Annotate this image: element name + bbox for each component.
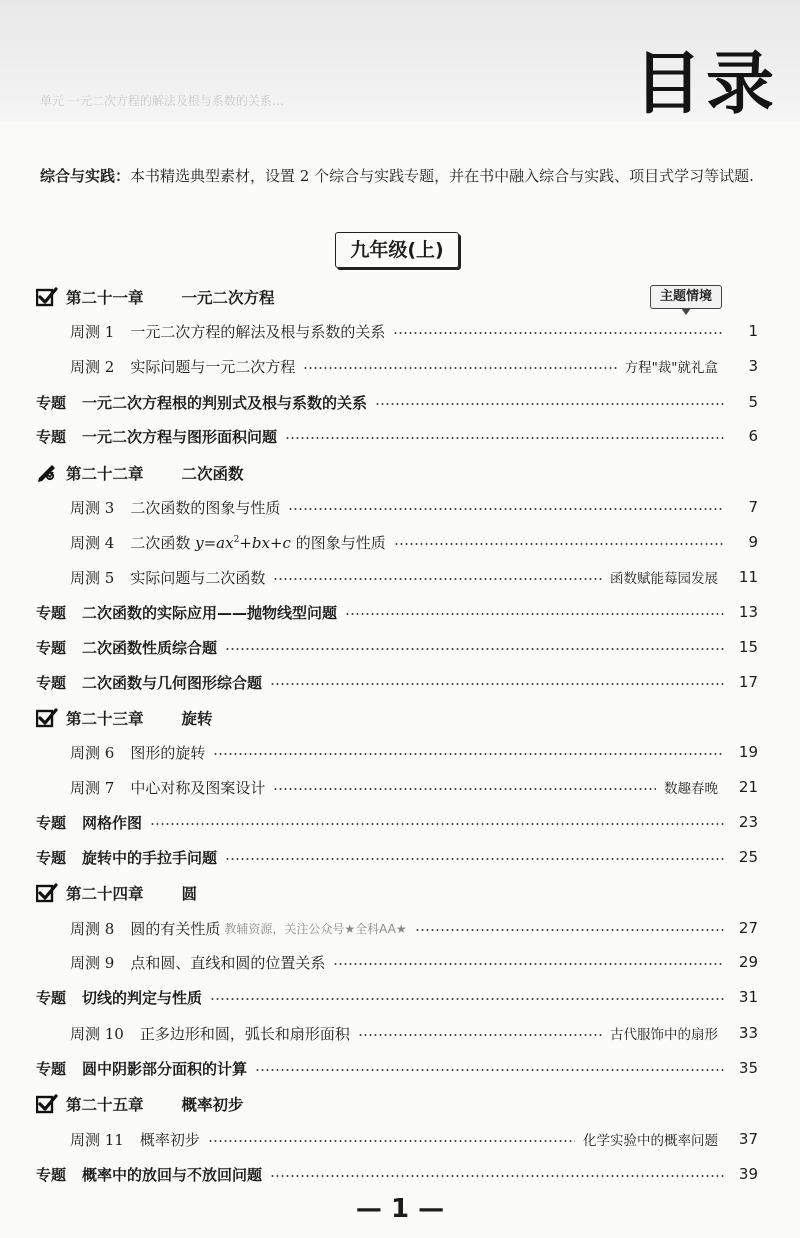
chapter-number: 第二十三章 [66,710,144,728]
page-number: 31 [738,988,758,1006]
theme-note: 化学实验中的概率问题 [583,1133,718,1149]
page-number: 1 [748,322,758,340]
entry-label: 专题 [36,1059,67,1078]
toc-weekly-test [36,527,758,557]
chapter-heading [36,458,758,488]
toc-weekly-test [36,351,758,381]
page-number: 6 [748,427,758,445]
entry-label: 专题 [36,427,67,446]
dot-leader [288,508,724,510]
chapter-number: 第二十五章 [66,1096,144,1114]
dot-leader [303,367,616,369]
page-number: 23 [738,813,758,831]
entry-title: 一元二次方程与图形面积问题 [82,427,278,446]
toc-special-topic [36,667,758,697]
toc-weekly-test [36,913,758,943]
watermark-text: 教辅资源，关注公众号★全科AA★ [224,921,407,936]
dot-leader [270,683,724,685]
dot-leader [394,543,724,545]
chapter-number: 第二十四章 [66,885,144,903]
dot-leader [150,823,724,825]
dot-leader [208,1140,575,1142]
entry-label: 专题 [36,813,67,832]
entry-title: 旋转中的手拉手问题 [82,848,218,867]
page-number: 37 [738,1130,758,1148]
theme-note: 方程"裁"就礼盒 [624,360,718,376]
intro-paragraph [40,160,765,192]
toc-special-topic [36,1159,758,1189]
entry-label: 周测 3 [70,498,115,517]
intro-label: 综合与实践： [40,167,131,185]
chapter-heading [36,878,758,908]
toc-weekly-test [36,947,758,977]
page-number: 9 [748,533,758,551]
chapter-number: 第二十一章 [66,289,144,307]
page-number: 17 [738,673,758,691]
grade-heading: 九年级(上) [335,232,459,268]
toc-special-topic [36,597,758,627]
page-number: 11 [738,568,758,586]
dot-leader [358,1034,602,1036]
page-number-footer: — 1 — [355,1194,445,1224]
page-number: 21 [738,778,758,796]
chapter-title: 概率初步 [181,1096,244,1114]
chapter-title: 圆 [181,885,198,903]
dot-leader [213,753,724,755]
bleed-through-text: 单元 一元二次方程的解法及根与系数的关系… [40,94,284,106]
toc-weekly-test [36,316,758,346]
page-number: 15 [738,638,758,656]
check-icon [36,286,58,308]
entry-label: 周测 6 [70,743,115,762]
entry-label: 专题 [36,638,67,657]
page-title: 目录 [633,45,778,124]
entry-title: 网格作图 [82,813,143,832]
toc-special-topic [36,842,758,872]
dot-leader [225,858,724,860]
entry-title: 二次函数 $y=ax^2+bx+c$ 的图象与性质 [130,533,386,552]
entry-title: 二次函数的实际应用——抛物线型问题 [82,603,338,622]
entry-label: 专题 [36,988,67,1007]
page-number: 29 [738,953,758,971]
check-icon [36,882,58,904]
entry-label: 周测 10 [70,1024,124,1043]
dot-leader [255,1069,724,1071]
check-icon [36,1093,58,1115]
chapter-title: 二次函数 [181,465,244,483]
pen-check-icon [36,462,58,484]
entry-title: 一元二次方程的解法及根与系数的关系 [130,322,386,341]
entry-title: 切线的判定与性质 [82,988,203,1007]
dot-leader [210,998,724,1000]
entry-title: 二次函数的图象与性质 [130,498,281,517]
dot-leader [225,648,724,650]
toc-special-topic [36,632,758,662]
entry-title: 图形的旋转 [130,743,206,762]
chapter-heading [36,703,758,733]
entry-label: 周测 8 [70,919,115,938]
dot-leader [270,1175,724,1177]
page-number: 19 [738,743,758,761]
entry-label: 周测 4 [70,533,115,552]
page-number: 13 [738,603,758,621]
chapter-heading [36,282,758,312]
check-icon [36,707,58,729]
theme-note: 数趣春晚 [664,781,718,797]
entry-title: 点和圆、直线和圆的位置关系 [130,953,326,972]
theme-tag: 主题情境 [650,285,722,309]
toc-weekly-test [36,772,758,802]
dot-leader [375,403,724,405]
dot-leader [285,437,724,439]
toc-special-topic [36,807,758,837]
entry-label: 专题 [36,1165,67,1184]
page-number: 25 [738,848,758,866]
page-number: 33 [738,1024,758,1042]
toc-special-topic [36,1053,758,1083]
toc-weekly-test [36,492,758,522]
dot-leader [333,963,724,965]
entry-title: 圆的有关性质 [130,919,221,938]
entry-label: 周测 5 [70,568,115,587]
dot-leader [345,613,724,615]
entry-label: 周测 11 [70,1130,124,1149]
page-number: 5 [748,393,758,411]
entry-title: 中心对称及图案设计 [130,778,266,797]
chapter-number: 第二十二章 [66,465,144,483]
entry-label: 专题 [36,848,67,867]
entry-label: 专题 [36,673,67,692]
toc-weekly-test [36,562,758,592]
toc-special-topic [36,387,758,417]
theme-note: 古代服饰中的扇形 [610,1027,718,1043]
entry-label: 周测 9 [70,953,115,972]
chapter-title: 旋转 [181,710,213,728]
entry-title: 正多边形和圆，弧长和扇形面积 [139,1024,350,1043]
dot-leader [415,929,724,931]
entry-title: 二次函数性质综合题 [82,638,218,657]
page-number: 7 [748,498,758,516]
entry-title: 概率初步 [139,1130,200,1149]
entry-title: 概率中的放回与不放回问题 [82,1165,263,1184]
theme-note: 函数赋能莓园发展 [610,571,718,587]
toc-weekly-test [36,1018,758,1048]
toc-weekly-test [36,1124,758,1154]
chapter-title: 一元二次方程 [181,289,275,307]
toc-special-topic [36,982,758,1012]
entry-label: 专题 [36,603,67,622]
entry-label: 周测 1 [70,322,115,341]
entry-label: 周测 7 [70,778,115,797]
toc-special-topic [36,421,758,451]
toc-weekly-test [36,737,758,767]
dot-leader [273,788,656,790]
dot-leader [273,578,602,580]
page-number: 27 [738,919,758,937]
dot-leader [393,332,724,334]
entry-title: 一元二次方程根的判别式及根与系数的关系 [82,393,368,412]
entry-title: 实际问题与一元二次方程 [130,357,296,376]
intro-text: 本书精选典型素材，设置 2 个综合与实践专题，并在书中融入综合与实践、项目式学习等试题. [130,167,754,185]
page-number: 35 [738,1059,758,1077]
entry-label: 专题 [36,393,67,412]
page-number: 3 [748,357,758,375]
entry-title: 圆中阴影部分面积的计算 [82,1059,248,1078]
entry-title: 二次函数与几何图形综合题 [82,673,263,692]
entry-label: 周测 2 [70,357,115,376]
entry-title: 实际问题与二次函数 [130,568,266,587]
page-number: 39 [738,1165,758,1183]
chapter-heading [36,1089,758,1119]
